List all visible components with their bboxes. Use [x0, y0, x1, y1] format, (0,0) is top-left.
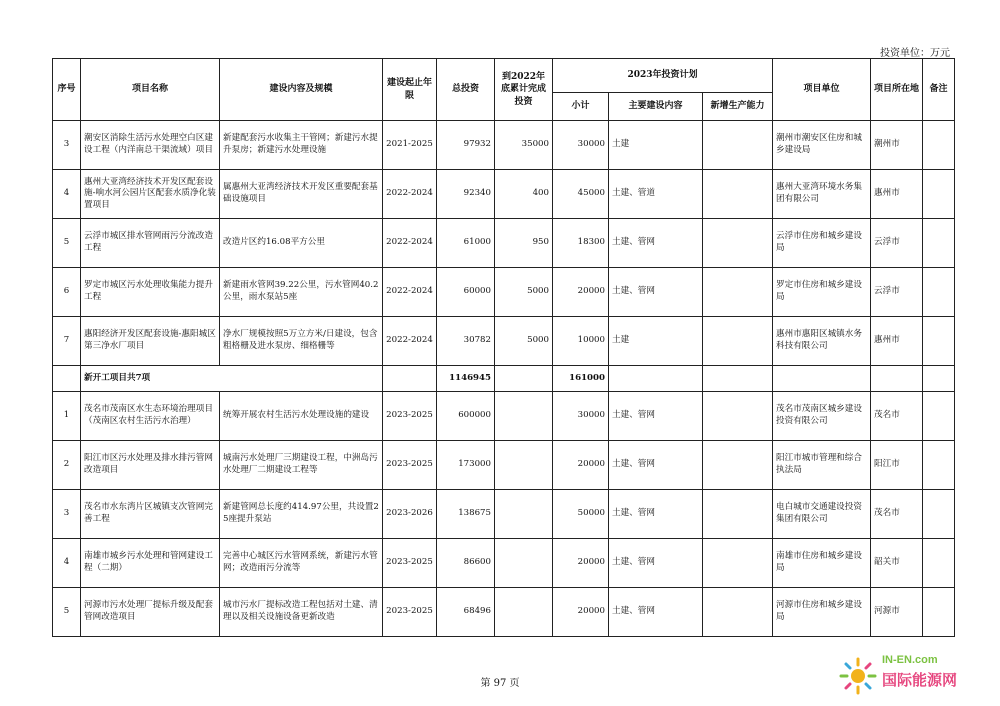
cell-note [923, 219, 955, 268]
cell-note [923, 490, 955, 539]
header-subtotal: 小计 [553, 93, 609, 121]
cell-content: 完善中心城区污水管网系统，新建污水管网；改造雨污分流等 [220, 539, 383, 588]
cell-name: 茂名市茂南区水生态环境治理项目（茂南区农村生活污水治理） [81, 392, 220, 441]
header-period: 建设起止年限 [383, 59, 437, 121]
cell-capacity [703, 317, 773, 366]
summary-empty-cell [703, 366, 773, 392]
cell-total: 60000 [437, 268, 495, 317]
cell-note [923, 441, 955, 490]
cell-capacity [703, 539, 773, 588]
cell-completed: 950 [495, 219, 553, 268]
cell-period: 2023-2025 [383, 392, 437, 441]
table-row [53, 539, 955, 588]
cell-capacity [703, 170, 773, 219]
table-row [53, 441, 955, 490]
watermark-logo [838, 650, 988, 698]
table-row [53, 219, 955, 268]
cell-subtotal: 20000 [553, 539, 609, 588]
cell-name: 河源市污水处理厂提标升级及配套管网改造项目 [81, 588, 220, 637]
table-row [53, 268, 955, 317]
cell-total: 68496 [437, 588, 495, 637]
cell-capacity [703, 441, 773, 490]
cell-main: 土建、管网 [609, 490, 703, 539]
cell-seq: 7 [53, 317, 81, 366]
summary-subtotal: 161000 [553, 366, 609, 392]
cell-note [923, 588, 955, 637]
header-location: 项目所在地 [871, 59, 923, 121]
cell-name: 惠阳经济开发区配套设施-惠阳城区第三净水厂项目 [81, 317, 220, 366]
page-number: 第 97 页 [480, 678, 520, 689]
cell-capacity [703, 392, 773, 441]
cell-main: 土建、管网 [609, 268, 703, 317]
cell-completed [495, 441, 553, 490]
cell-total: 92340 [437, 170, 495, 219]
cell-capacity [703, 121, 773, 170]
cell-unit: 罗定市住房和城乡建设局 [773, 268, 871, 317]
cell-note [923, 392, 955, 441]
cell-completed [495, 490, 553, 539]
header-content: 建设内容及规模 [220, 59, 383, 121]
cell-period: 2022-2024 [383, 219, 437, 268]
cell-unit: 惠州市惠阳区城镇水务科技有限公司 [773, 317, 871, 366]
cell-completed [495, 539, 553, 588]
table-row [53, 170, 955, 219]
cell-subtotal: 30000 [553, 392, 609, 441]
cell-unit: 河源市住房和城乡建设局 [773, 588, 871, 637]
cell-content: 统筹开展农村生活污水处理设施的建设 [220, 392, 383, 441]
cell-unit: 阳江市城市管理和综合执法局 [773, 441, 871, 490]
table-row [53, 588, 955, 637]
cell-main: 土建 [609, 121, 703, 170]
investment-plan-table [52, 58, 955, 637]
table-body [53, 121, 955, 637]
cell-main: 土建、管网 [609, 219, 703, 268]
cell-subtotal: 50000 [553, 490, 609, 539]
sun-logo-icon [838, 656, 878, 696]
cell-seq: 6 [53, 268, 81, 317]
cell-period: 2023-2025 [383, 539, 437, 588]
cell-capacity [703, 490, 773, 539]
table-row [53, 317, 955, 366]
cell-capacity [703, 588, 773, 637]
cell-note [923, 317, 955, 366]
cell-name: 阳江市区污水处理及排水排污管网改造项目 [81, 441, 220, 490]
summary-empty-cell [923, 366, 955, 392]
cell-content: 净水厂规模按照5万立方米/日建设，包含粗格栅及进水泵房、细格栅等 [220, 317, 383, 366]
cell-main: 土建、管网 [609, 392, 703, 441]
header-main-content: 主要建设内容 [609, 93, 703, 121]
cell-unit: 潮州市潮安区住房和城乡建设局 [773, 121, 871, 170]
table-row [53, 121, 955, 170]
cell-content: 城市污水厂提标改造工程包括对土建、清理以及相关设施设备更新改造 [220, 588, 383, 637]
cell-note [923, 121, 955, 170]
summary-row [53, 366, 955, 392]
summary-empty-cell [383, 366, 437, 392]
cell-content: 新建雨水管网39.22公里，污水管网40.2公里，雨水泵站5座 [220, 268, 383, 317]
cell-period: 2022-2024 [383, 170, 437, 219]
summary-total: 1146945 [437, 366, 495, 392]
header-plan2023: 2023年投资计划 [553, 59, 773, 93]
cell-completed: 35000 [495, 121, 553, 170]
cell-total: 173000 [437, 441, 495, 490]
cell-period: 2021-2025 [383, 121, 437, 170]
cell-completed [495, 588, 553, 637]
cell-total: 138675 [437, 490, 495, 539]
cell-capacity [703, 219, 773, 268]
table-row [53, 490, 955, 539]
header-note: 备注 [923, 59, 955, 121]
cell-location: 惠州市 [871, 317, 923, 366]
cell-name: 惠州大亚湾经济技术开发区配套设施-响水河公园片区配套水质净化装置项目 [81, 170, 220, 219]
cell-total: 97932 [437, 121, 495, 170]
cell-total: 600000 [437, 392, 495, 441]
cell-location: 韶关市 [871, 539, 923, 588]
table-row [53, 392, 955, 441]
cell-completed: 400 [495, 170, 553, 219]
summary-empty-cell [871, 366, 923, 392]
cell-location: 云浮市 [871, 219, 923, 268]
cell-completed: 5000 [495, 317, 553, 366]
cell-total: 86600 [437, 539, 495, 588]
cell-main: 土建、管网 [609, 539, 703, 588]
cell-content: 新建管网总长度约414.97公里，共设置25座提升泵站 [220, 490, 383, 539]
cell-location: 阳江市 [871, 441, 923, 490]
cell-name: 茂名市水东湾片区城镇支次管网完善工程 [81, 490, 220, 539]
cell-unit: 南雄市住房和城乡建设局 [773, 539, 871, 588]
cell-completed: 5000 [495, 268, 553, 317]
cell-period: 2023-2025 [383, 588, 437, 637]
cell-unit: 云浮市住房和城乡建设局 [773, 219, 871, 268]
cell-location: 茂名市 [871, 392, 923, 441]
cell-seq: 5 [53, 588, 81, 637]
cell-unit: 惠州大亚湾环境水务集团有限公司 [773, 170, 871, 219]
cell-main: 土建、管网 [609, 588, 703, 637]
cell-subtotal: 20000 [553, 268, 609, 317]
cell-unit: 电白城市交通建设投资集团有限公司 [773, 490, 871, 539]
header-seq: 序号 [53, 59, 81, 121]
cell-name: 南雄市城乡污水处理和管网建设工程（二期） [81, 539, 220, 588]
watermark-brand: 国际能源网 [882, 671, 958, 689]
summary-empty-cell [773, 366, 871, 392]
cell-completed [495, 392, 553, 441]
cell-seq: 3 [53, 121, 81, 170]
cell-seq: 5 [53, 219, 81, 268]
cell-seq: 1 [53, 392, 81, 441]
cell-name: 潮安区消除生活污水处理空白区建设工程（内洋南总干渠流域）项目 [81, 121, 220, 170]
header-completed: 到2022年底累计完成投资 [495, 59, 553, 121]
cell-period: 2022-2024 [383, 317, 437, 366]
cell-period: 2023-2026 [383, 490, 437, 539]
cell-content: 城南污水处理厂三期建设工程，中洲岛污水处理厂二期建设工程等 [220, 441, 383, 490]
cell-period: 2023-2025 [383, 441, 437, 490]
cell-content: 改造片区约16.08平方公里 [220, 219, 383, 268]
cell-main: 土建、管网 [609, 441, 703, 490]
cell-seq: 4 [53, 539, 81, 588]
cell-name: 云浮市城区排水管网雨污分流改造工程 [81, 219, 220, 268]
cell-capacity [703, 268, 773, 317]
cell-location: 茂名市 [871, 490, 923, 539]
cell-subtotal: 20000 [553, 588, 609, 637]
cell-name: 罗定市城区污水处理收集能力提升工程 [81, 268, 220, 317]
cell-seq: 3 [53, 490, 81, 539]
cell-subtotal: 10000 [553, 317, 609, 366]
cell-seq: 2 [53, 441, 81, 490]
header-unit: 项目单位 [773, 59, 871, 121]
cell-note [923, 539, 955, 588]
cell-subtotal: 45000 [553, 170, 609, 219]
cell-seq: 4 [53, 170, 81, 219]
cell-total: 61000 [437, 219, 495, 268]
investment-unit-label: 投资单位：万元 [880, 48, 950, 59]
header-new-capacity: 新增生产能力 [703, 93, 773, 121]
cell-location: 云浮市 [871, 268, 923, 317]
cell-content: 属惠州大亚湾经济技术开发区重要配套基础设施项目 [220, 170, 383, 219]
cell-subtotal: 30000 [553, 121, 609, 170]
cell-main: 土建、管道 [609, 170, 703, 219]
summary-empty-cell [609, 366, 703, 392]
summary-label: 新开工项目共7项 [81, 366, 383, 392]
cell-content: 新建配套污水收集主干管网；新建污水提升泵房；新建污水处理设施 [220, 121, 383, 170]
summary-empty-cell [495, 366, 553, 392]
cell-location: 河源市 [871, 588, 923, 637]
cell-total: 30782 [437, 317, 495, 366]
watermark-domain: IN-EN.com [882, 654, 938, 666]
cell-location: 潮州市 [871, 121, 923, 170]
cell-unit: 茂名市茂南区城乡建设投资有限公司 [773, 392, 871, 441]
cell-note [923, 170, 955, 219]
header-total: 总投资 [437, 59, 495, 121]
cell-subtotal: 20000 [553, 441, 609, 490]
cell-note [923, 268, 955, 317]
summary-empty-cell [53, 366, 81, 392]
cell-subtotal: 18300 [553, 219, 609, 268]
cell-main: 土建 [609, 317, 703, 366]
header-name: 项目名称 [81, 59, 220, 121]
cell-location: 惠州市 [871, 170, 923, 219]
cell-period: 2022-2024 [383, 268, 437, 317]
